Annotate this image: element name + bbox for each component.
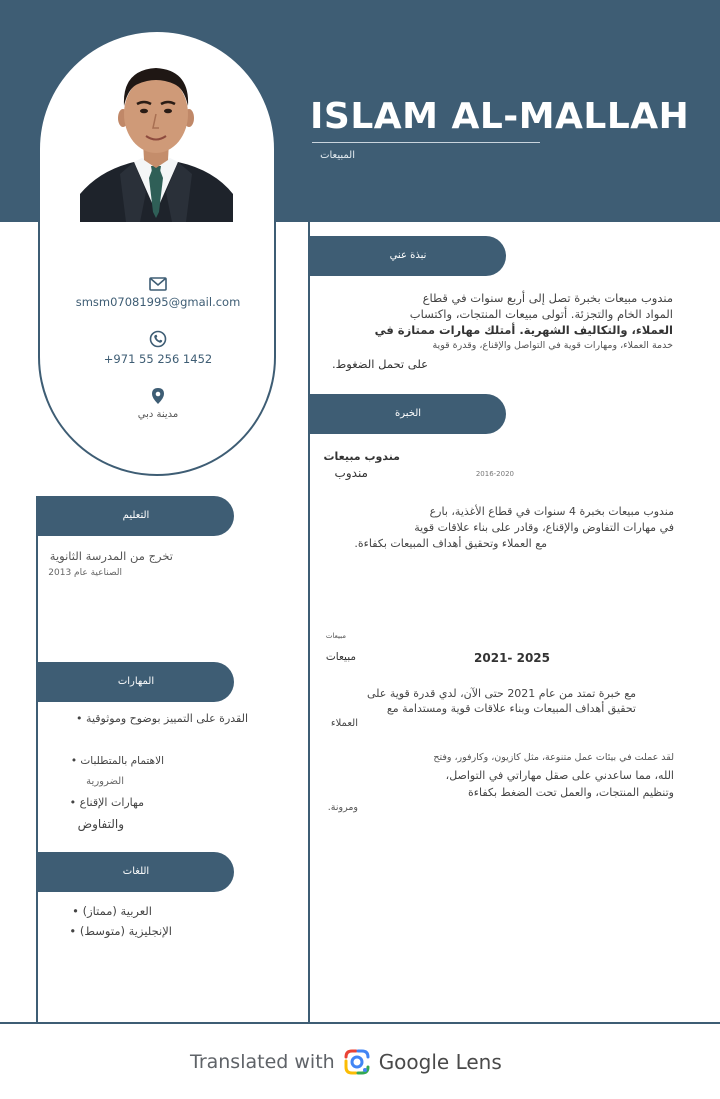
- translation-footer: [0, 1024, 720, 1099]
- about-line-1: مندوب مبيعات بخبرة تصل إلى أربع سنوات في قطاع: [422, 291, 673, 305]
- job-2-desc2-line-3: وتنظيم المنتجات، والعمل تحت الضغط بكفاءة: [468, 786, 674, 799]
- column-divider: [308, 222, 310, 1024]
- language-item-2: الإنجليزية (متوسط) •: [69, 924, 172, 938]
- profile-photo: [80, 62, 233, 222]
- job-1-desc-line-3: مع العملاء وتحقيق أهداف المبيعات بكفاءة.: [354, 537, 547, 550]
- name-underline: [312, 142, 540, 143]
- skill-item-2-line-2: الضرورية: [86, 776, 124, 787]
- job-1-dates: 2016-2020: [475, 470, 514, 478]
- skill-item-2-line-1: الاهتمام بالمتطلبات •: [70, 755, 164, 767]
- about-line-2: المواد الخام والتجزئة. أتولى مبيعات المنتجات، واكتساب: [409, 307, 673, 321]
- person-name: ISLAM AL-MALLAH: [310, 96, 690, 137]
- job-2-title: مبيعات: [325, 651, 356, 663]
- email-text[interactable]: smsm07081995@gmail.com: [75, 295, 241, 309]
- education-line-2: الصناعية عام 2013: [48, 568, 122, 578]
- job-2-desc-line-3: العملاء: [330, 718, 358, 729]
- phone-icon: [149, 330, 167, 348]
- education-heading: التعليم: [38, 496, 234, 536]
- left-border: [36, 496, 38, 1024]
- email-contact: [60, 277, 256, 309]
- job-title: المبيعات: [320, 150, 355, 161]
- language-item-1: العربية (ممتاز) •: [72, 904, 152, 918]
- job-2-desc2-line-1: لقد عملت في بيئات عمل متنوعة، مثل كازيون، وكارفور، وفتح: [433, 752, 674, 763]
- skill-item-3-line-2: والتفاوض: [77, 817, 124, 831]
- education-line-1: تخرج من المدرسة الثانوية: [49, 549, 173, 563]
- languages-heading: اللغات: [38, 852, 234, 892]
- about-line-5: على تحمل الضغوط.: [332, 357, 428, 371]
- experience-heading: الخبرة: [310, 394, 506, 434]
- skills-heading: المهارات: [38, 662, 234, 702]
- job-2-dates: 2021- 2025: [474, 651, 550, 665]
- about-heading: نبذة عني: [310, 236, 506, 276]
- job-1-subtitle: مندوب: [334, 466, 368, 480]
- footer-google-lens: Google Lens: [378, 1050, 502, 1074]
- job-2-desc-line-2: تحقيق أهداف المبيعات وبناء علاقات قوية ومستدامة مع: [386, 702, 636, 715]
- job-1-title: مندوب مبيعات: [323, 450, 400, 463]
- job-2-desc2-line-2: الله، مما ساعدني على صقل مهاراتي في التواصل،: [445, 769, 674, 782]
- job-2-desc2-line-4: ومرونة.: [327, 802, 358, 813]
- location-pin-icon: [151, 387, 165, 405]
- location-contact: [60, 387, 256, 420]
- job-2-small-title: مبيعات: [325, 632, 346, 640]
- skill-item-3-line-1: مهارات الإقناع •: [69, 796, 144, 809]
- footer-translated-with: Translated with: [190, 1051, 335, 1073]
- skill-item-1: القدرة على التمييز بوضوح وموثوقية •: [76, 712, 248, 725]
- about-line-4: خدمة العملاء، ومهارات قوية في التواصل والإقناع، وقدرة قوية: [432, 340, 673, 351]
- job-1-desc-line-1: مندوب مبيعات بخبرة 4 سنوات في قطاع الأغذية، بارع: [429, 505, 674, 518]
- location-text: مدينة دبي: [137, 409, 179, 420]
- about-line-3: العملاء، والتكاليف الشهرية. أمتلك مهارات ممتازة في: [374, 323, 673, 337]
- google-lens-icon: [343, 1048, 371, 1076]
- job-1-desc-line-2: في مهارات التفاوض والإقناع، وقادر على بناء علاقات قوية: [414, 521, 674, 534]
- phone-contact: [60, 330, 256, 366]
- job-2-desc-line-1: مع خبرة تمتد من عام 2021 حتى الآن، لدي قدرة قوية على: [366, 687, 636, 700]
- envelope-icon: [149, 277, 167, 291]
- phone-text[interactable]: +971 55 256 1452: [103, 352, 213, 366]
